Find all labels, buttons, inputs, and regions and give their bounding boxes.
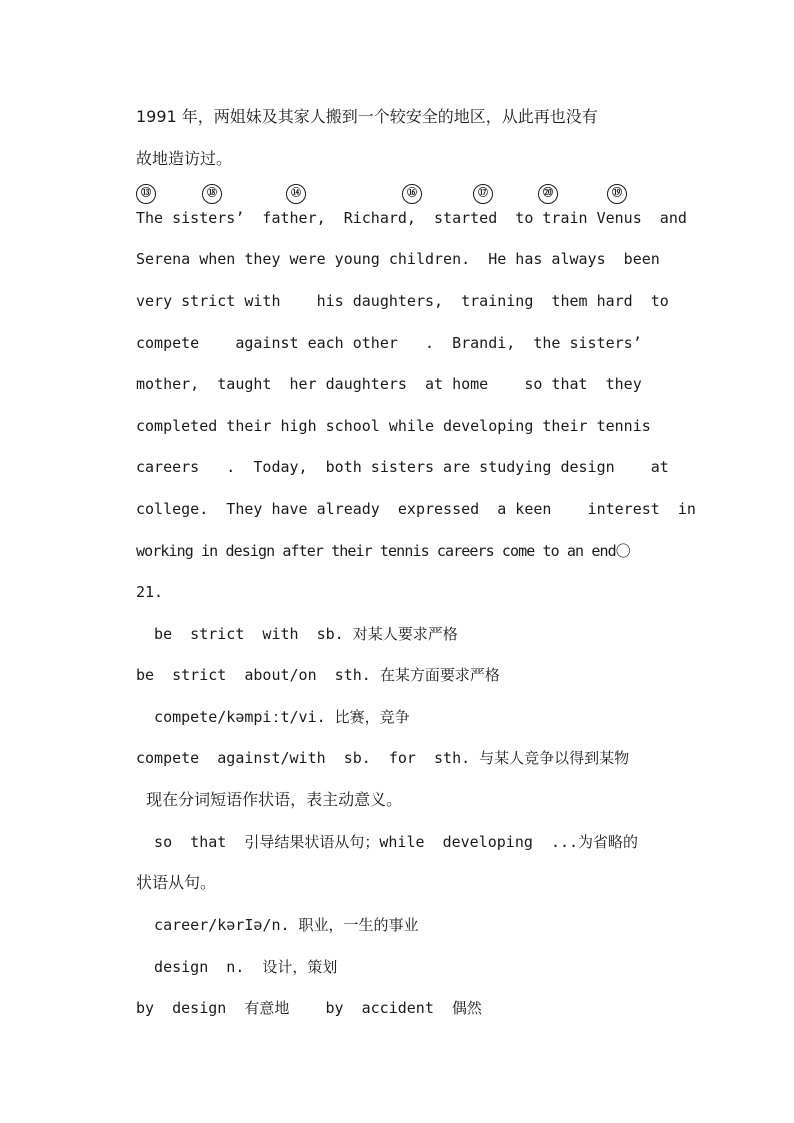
marker-20: ⑳ (538, 184, 558, 204)
note-compete-against: compete against/with sb. for sth. 与某人竞争以得到某物 (136, 749, 630, 767)
marker-16: ⑯ (402, 184, 422, 204)
passage-line-5: mother, taught her daughters at home so that they (136, 375, 642, 393)
passage-line-1: The sisters’ father, Richard, started to train Venus and (136, 209, 687, 227)
passage-line-3: very strict with his daughters, training them hard to (136, 292, 669, 310)
note-so-that-cont: 状语从句。 (136, 873, 217, 892)
passage-line-2: Serena when they were young children. He has always been (136, 250, 660, 268)
note-so-that: so that 引导结果状语从句；while developing ...为省略的 (136, 833, 639, 851)
passage-line-7: careers . Today, both sisters are studying design at (136, 458, 669, 476)
marker-14: ⑭ (286, 184, 306, 204)
note-strict-about: be strict about/on sth. 在某方面要求严格 (136, 666, 500, 684)
marker-19: ⑲ (607, 184, 627, 204)
note-participle: 现在分词短语作状语，表主动意义。 (136, 790, 403, 809)
intro-line-2: 故地造访过。 (136, 149, 233, 168)
note-compete: compete/kəmpiːt/vi. 比赛，竞争 (136, 708, 410, 726)
passage-line-9: working in design after their tennis careers come to an end〇 (136, 542, 630, 560)
marker-17: ⑰ (473, 184, 493, 204)
passage-line-10: 21. (136, 583, 164, 601)
marker-18: ⑱ (202, 184, 222, 204)
note-by-design: by design 有意地 by accident 偶然 (136, 999, 482, 1017)
note-career: career/kərIə/n. 职业，一生的事业 (136, 916, 419, 934)
note-design: design n. 设计，策划 (136, 958, 338, 976)
annotation-markers (136, 184, 696, 206)
note-strict-with: be strict with sb. 对某人要求严格 (136, 625, 458, 643)
marker-13: ⑬ (136, 184, 156, 204)
intro-line-1: 1991 年，两姐妹及其家人搬到一个较安全的地区，从此再也没有 (136, 107, 598, 126)
passage-line-4: compete against each other . Brandi, the sisters’ (136, 334, 642, 352)
passage-line-8: college. They have already expressed a keen interest in (136, 500, 696, 518)
passage-line-6: completed their high school while developing their tennis (136, 417, 651, 435)
